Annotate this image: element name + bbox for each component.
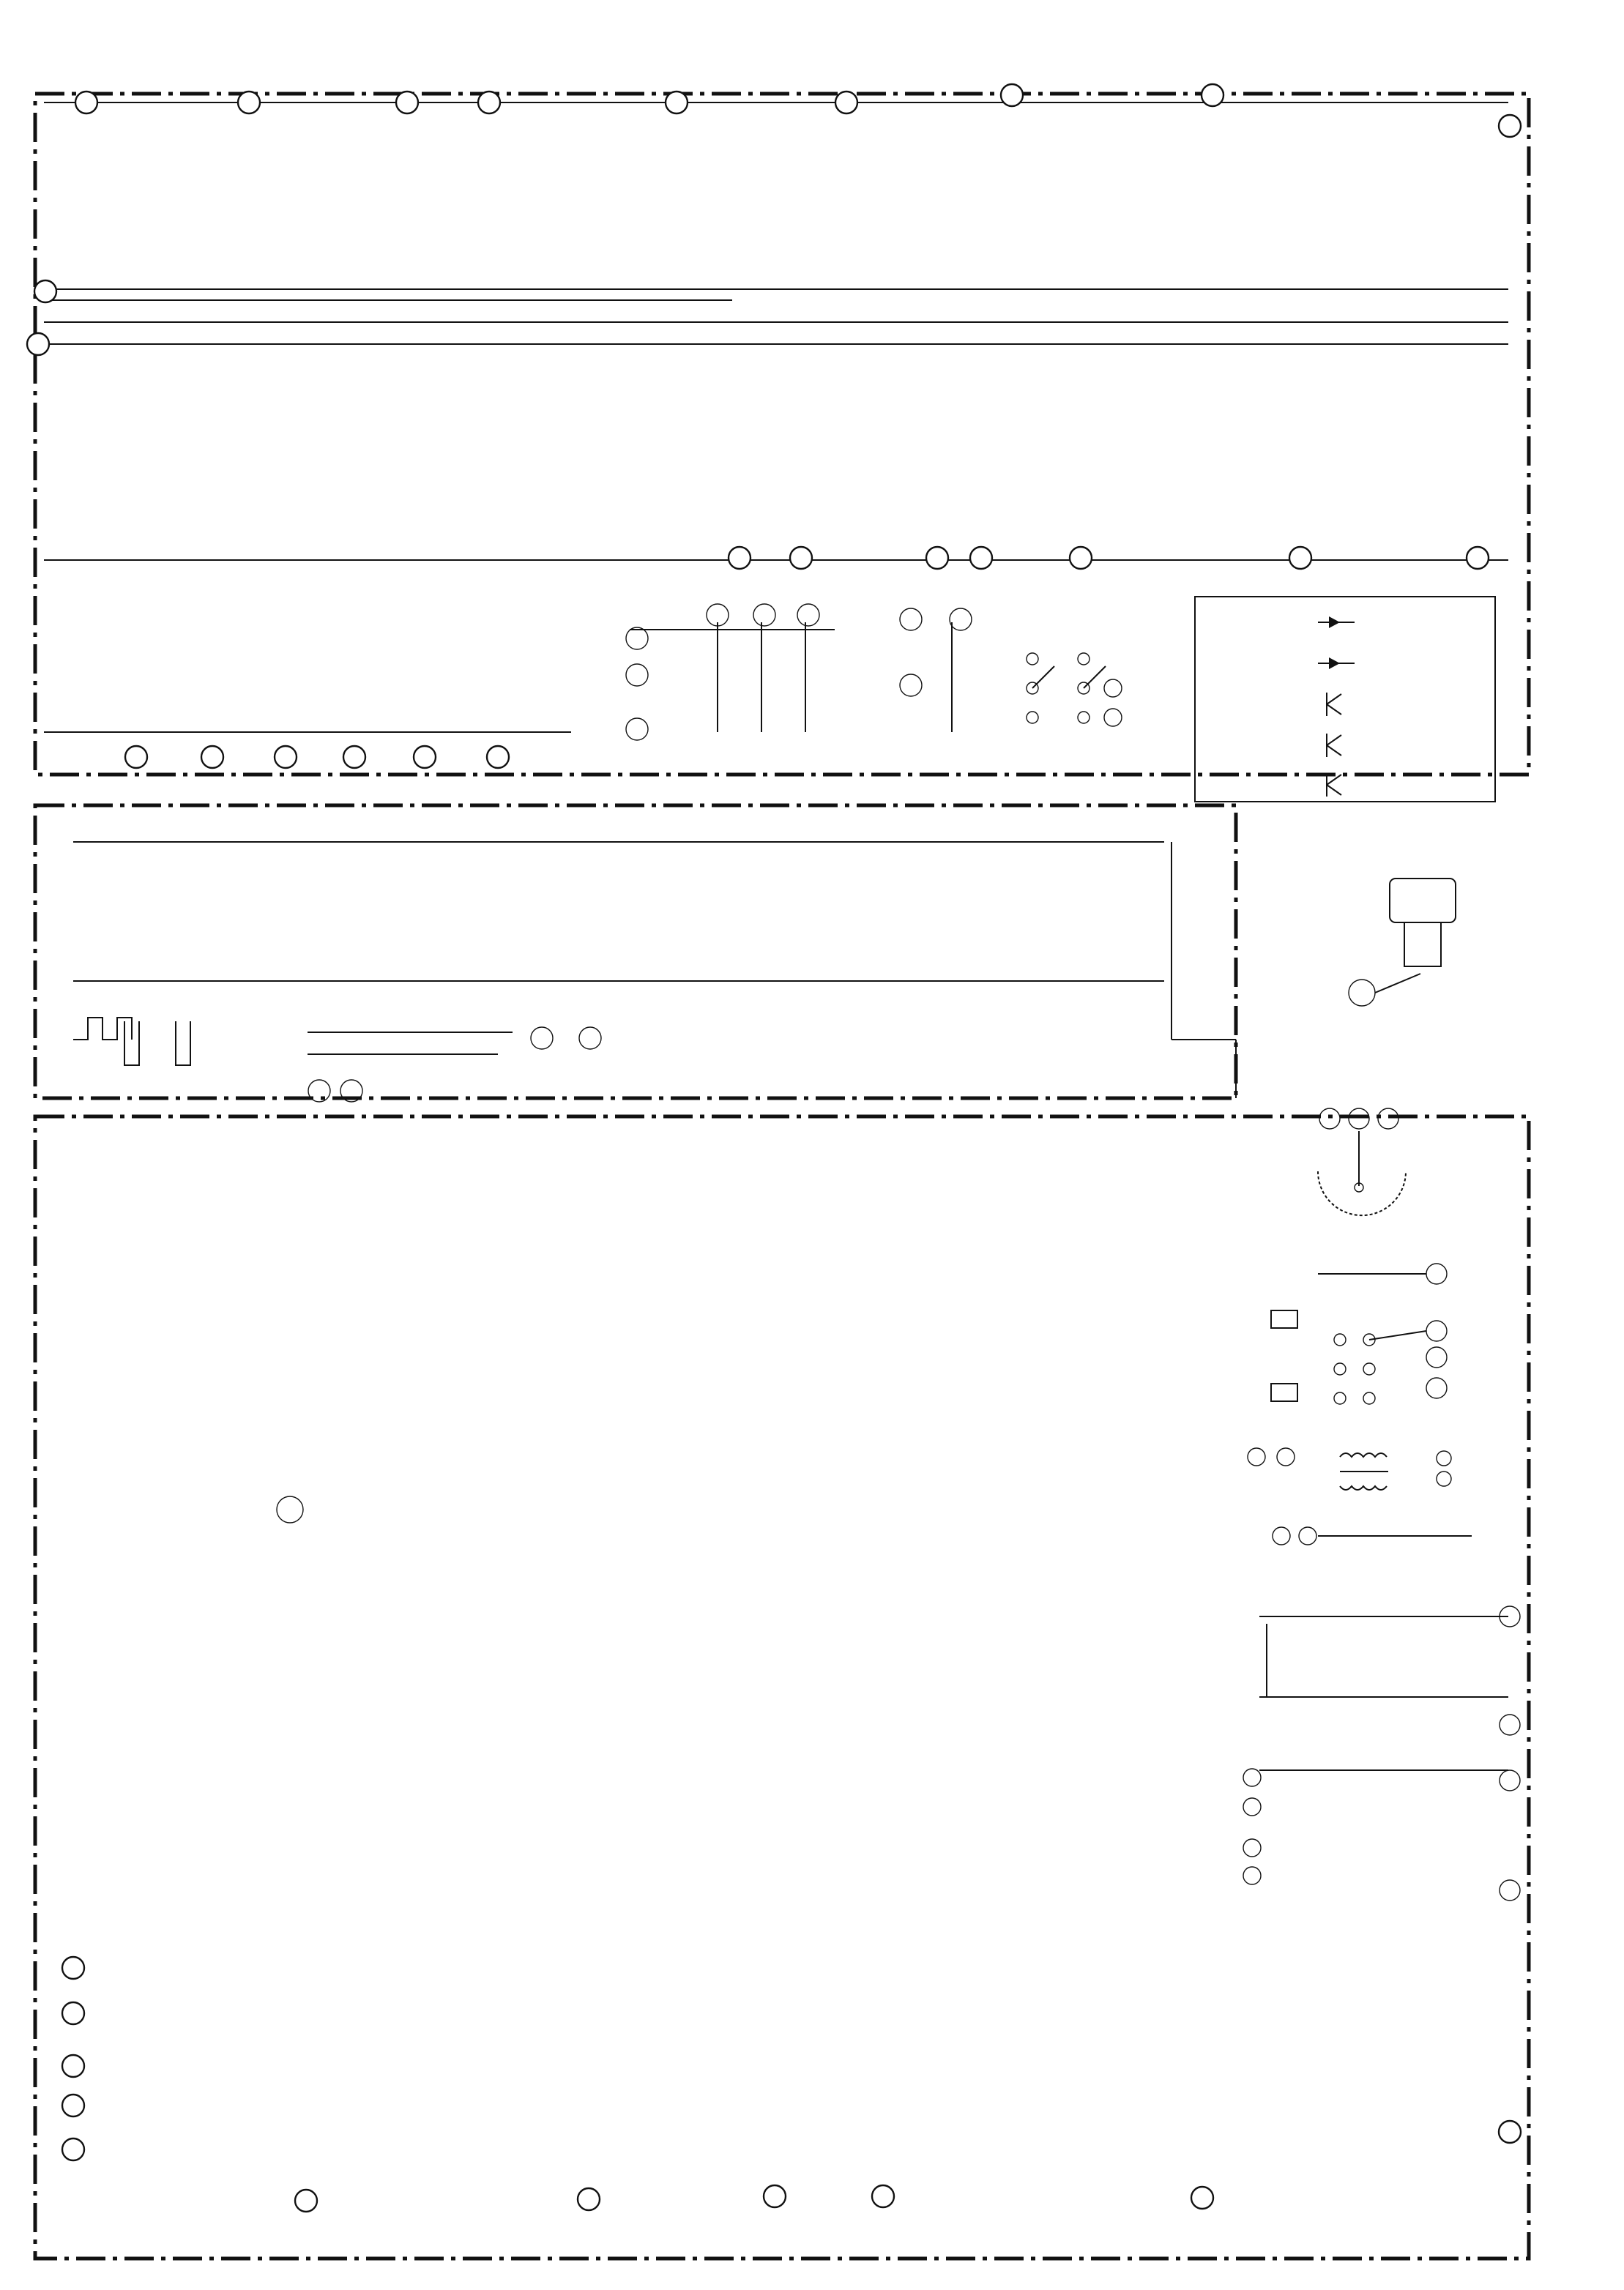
node-qui xyxy=(1289,547,1311,569)
node-pre-in xyxy=(27,333,49,355)
node-hh xyxy=(478,92,500,113)
node-tam-2 xyxy=(1202,84,1223,106)
node-sd2 xyxy=(835,92,857,113)
node-gui xyxy=(970,547,992,569)
node-tm xyxy=(62,2002,84,2024)
node-lb xyxy=(343,746,365,768)
top-bus xyxy=(44,102,1508,732)
node-tp-bottom xyxy=(1191,2187,1213,2209)
node-gnd xyxy=(1499,2121,1521,2143)
node-vpg xyxy=(62,1957,84,1979)
node-cy2 xyxy=(238,92,260,113)
mixer-volume-section xyxy=(626,604,972,740)
node-ct xyxy=(396,92,418,113)
parts-symbols xyxy=(1318,616,1355,797)
node-cy1 xyxy=(75,92,97,113)
rhythm-selector-frame xyxy=(35,805,1236,1098)
rhythm-selector-wiring xyxy=(73,842,1236,1102)
node-qui-2 xyxy=(1467,547,1489,569)
node-fa2 xyxy=(764,2185,786,2207)
node-tp xyxy=(277,1496,303,1523)
node-cl xyxy=(414,746,436,768)
node-fb2 xyxy=(872,2185,894,2207)
node-pre xyxy=(729,547,750,569)
node-fb1 xyxy=(295,2190,317,2212)
node-ce xyxy=(62,2095,84,2116)
power-supply-section xyxy=(1243,1606,1520,1901)
transformer-symbol xyxy=(1248,1448,1472,1545)
node-fa xyxy=(62,2055,84,2077)
tempo-dial xyxy=(1318,1108,1406,1215)
node-bt xyxy=(926,547,948,569)
node-sd1 xyxy=(666,92,688,113)
top-section-frame xyxy=(35,94,1529,775)
node-cb xyxy=(125,746,147,768)
power-switch-symbol xyxy=(1027,653,1122,726)
node-co xyxy=(201,746,223,768)
start-stop-switch-symbol xyxy=(1349,879,1456,1006)
node-gui-2 xyxy=(1070,547,1092,569)
node-sb xyxy=(275,746,297,768)
node-rs xyxy=(487,746,509,768)
node-tg-emitta xyxy=(34,280,56,302)
node-tam xyxy=(1001,84,1023,106)
node-vtg xyxy=(1499,115,1521,137)
parts-table xyxy=(1195,597,1495,802)
node-bd xyxy=(790,547,812,569)
node-sl xyxy=(62,2138,84,2160)
ab-switch-symbol xyxy=(1271,1264,1447,1404)
bottom-section-frame xyxy=(35,1116,1529,2259)
node-fb1-2 xyxy=(578,2188,600,2210)
